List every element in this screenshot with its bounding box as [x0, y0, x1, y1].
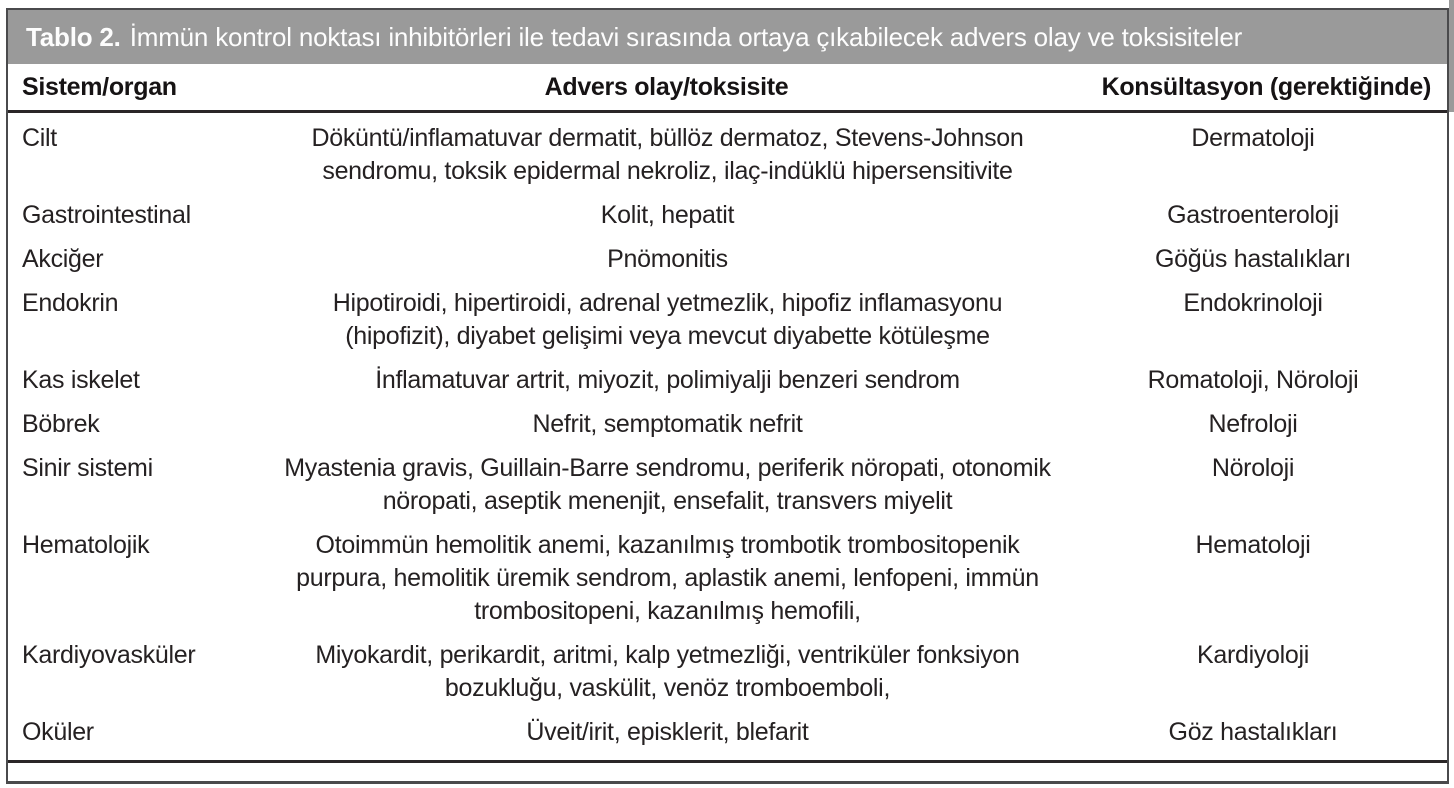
adverse-cell: Üveit/irit, episklerit, blefarit — [526, 718, 809, 746]
consult-cell: Gastroenteroloji — [1167, 201, 1339, 229]
system-cell: Hematolojik — [22, 531, 150, 559]
table-body — [8, 113, 1447, 749]
table-row — [8, 113, 1447, 188]
consult-cell: Endokrinoloji — [1183, 289, 1323, 317]
consult-cell: Nöroloji — [1211, 454, 1295, 482]
adverse-cell: Kolit, hepatit — [600, 201, 735, 229]
table-row — [8, 705, 1447, 749]
system-cell: Kardiyovasküler — [22, 641, 196, 669]
system-cell: Cilt — [22, 124, 57, 152]
table-frame — [6, 8, 1449, 784]
adverse-cell: İnflamatuvar artrit, miyozit, polimiyalji benzeri sendrom — [375, 366, 960, 394]
page-edge-shading — [1449, 0, 1454, 112]
system-cell: Akciğer — [22, 245, 104, 273]
consult-cell: Kardiyoloji — [1196, 641, 1310, 669]
system-cell: Sinir sistemi — [22, 454, 153, 482]
column-header-consultation: Konsültasyon (gerektiğinde) — [1101, 73, 1431, 101]
system-cell: Gastrointestinal — [22, 201, 191, 229]
table-row — [8, 397, 1447, 441]
system-cell: Kas iskelet — [22, 366, 140, 394]
adverse-cell: Hipotiroidi, hipertiroidi, adrenal yetmezlik, hipofiz inflamasyonu (hipofizit), diyabet gelişimi veya mevcut diyabette kötüleşme — [332, 289, 1003, 350]
system-cell: Oküler — [22, 718, 94, 746]
table-title-label: Tablo 2. — [26, 21, 121, 52]
table-header-row — [8, 64, 1447, 113]
adverse-cell: Myastenia gravis, Guillain-Barre sendromu, periferik nöropati, otonomik nöropati, aseptik menenjit, ensefalit, transvers miyelit — [284, 454, 1051, 515]
consult-cell: Göğüs hastalıkları — [1154, 245, 1352, 273]
consult-cell: Hematoloji — [1195, 531, 1311, 559]
table-row — [8, 232, 1447, 276]
adverse-cell: Miyokardit, perikardit, aritmi, kalp yetmezliği, ventriküler fonksiyon bozukluğu, vaskülit, venöz tromboemboli, — [315, 641, 1020, 702]
adverse-cell: Döküntü/inflamatuvar dermatit, büllöz dermatoz, Stevens-Johnson sendromu, toksik epidermal nekroliz, ilaç-indüklü hipersensitivite — [311, 124, 1024, 185]
table-row — [8, 628, 1447, 705]
table-bottom-space — [8, 763, 1447, 781]
adverse-cell: Pnömonitis — [607, 245, 728, 273]
consult-cell: Nefroloji — [1208, 410, 1298, 438]
consult-cell: Romatoloji, Nöroloji — [1147, 366, 1359, 394]
table-row — [8, 276, 1447, 353]
system-cell: Endokrin — [22, 289, 119, 317]
consult-cell: Göz hastalıkları — [1168, 718, 1338, 746]
table-title-bar — [8, 10, 1447, 64]
table-row — [8, 441, 1447, 518]
system-cell: Böbrek — [22, 410, 100, 438]
adverse-cell: Otoimmün hemolitik anemi, kazanılmış trombotik trombositopenik purpura, hemolitik üremik sendrom, aplastik anemi, lenfopeni, immün trombositopeni, kazanılmış hemofili, — [296, 531, 1039, 625]
column-header-system-organ: Sistem/organ — [22, 73, 177, 101]
adverse-cell: Nefrit, semptomatik nefrit — [532, 410, 803, 438]
table-row — [8, 188, 1447, 232]
table-title-text: İmmün kontrol noktası inhibitörleri ile tedavi sırasında ortaya çıkabilecek advers olay ve toksisiteler — [129, 21, 1243, 52]
column-header-adverse-event: Advers olay/toksisite — [544, 73, 789, 101]
table-row — [8, 518, 1447, 628]
table-row — [8, 353, 1447, 397]
consult-cell: Dermatoloji — [1191, 124, 1315, 152]
